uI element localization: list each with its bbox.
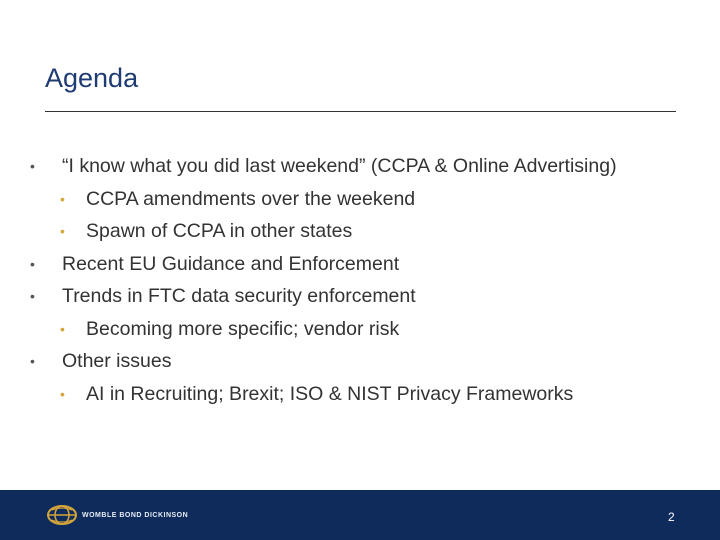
sub-bullet-item (30, 215, 700, 248)
bullet-text: Other issues (62, 350, 172, 372)
bullet-dot-icon: • (60, 320, 65, 337)
slide-title: Agenda (45, 63, 139, 93)
bullet-dot-icon: • (30, 158, 35, 174)
bullet-dot-icon: • (60, 223, 65, 239)
sub-bullet-item (30, 183, 700, 216)
page-number: 2 (668, 510, 675, 524)
sub-bullet-item (30, 378, 700, 411)
bullet-text: “I know what you did last weekend” (CCPA & Online Advertising) (62, 155, 617, 177)
bullet-dot-icon: • (30, 288, 35, 304)
bullet-text: Becoming more specific; vendor risk (86, 317, 400, 340)
bullet-text: AI in Recruiting; Brexit; ISO & NIST Privacy Frameworks (86, 382, 574, 405)
bullet-dot-icon: • (60, 385, 65, 402)
bullet-text: Recent EU Guidance and Enforcement (62, 252, 400, 275)
bullet-text: Spawn of CCPA in other states (86, 220, 353, 242)
bullet-dot-icon: • (30, 255, 35, 272)
bullet-item (30, 248, 700, 281)
bullet-text: CCPA amendments over the weekend (86, 187, 416, 210)
bullet-item (30, 345, 700, 378)
bullet-item (30, 280, 700, 313)
bullet-item (30, 150, 700, 183)
bullet-dot-icon: • (60, 190, 65, 207)
company-name: WOMBLE BOND DICKINSON (82, 512, 189, 519)
bullet-list (30, 150, 700, 410)
globe-logo-icon (46, 504, 78, 526)
bullet-dot-icon: • (30, 353, 35, 369)
footer-bar (0, 490, 720, 540)
sub-bullet-item (30, 313, 700, 346)
bullet-text: Trends in FTC data security enforcement (62, 285, 416, 307)
title-divider (45, 111, 676, 112)
